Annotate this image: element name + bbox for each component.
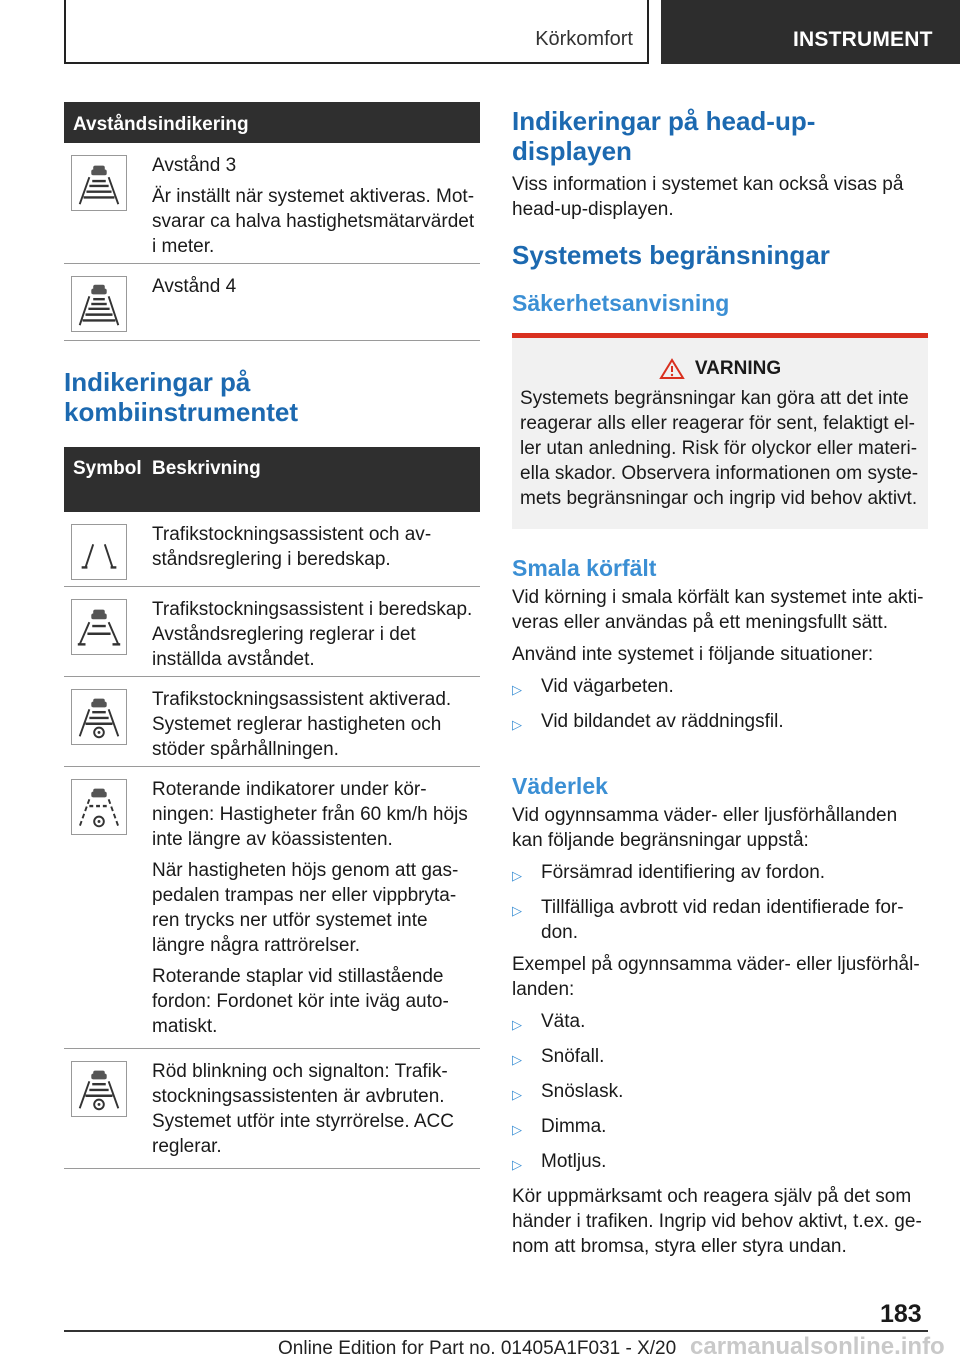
narrow-text-1: Vid körning i smala körfält kan systemet inte aktiveras eller användas på ett meningsfullt sätt. bbox=[512, 587, 924, 633]
kombi-row-2-text: Trafikstockningsassistent i beredskap. Avståndsreglering reglerar i det inställda avståndet. bbox=[152, 599, 473, 670]
kombi-row-5-text: Röd blinkning och signalton: Trafikstockningsassistenten är avbruten. Systemet utför inte styrrörelse. ACC reglerar. bbox=[152, 1061, 454, 1157]
list-item: ▷ Snöfall. bbox=[512, 1044, 928, 1072]
bullet-triangle-icon: ▷ bbox=[512, 1087, 522, 1102]
bullet-triangle-icon: ▷ bbox=[512, 903, 522, 918]
kombi-row-4-text-1: Roterande indikatorer under körningen: Hastigheter från 60 km/h höjs inte längre av köassistenten. bbox=[152, 779, 468, 850]
lane-lines-icon bbox=[71, 524, 127, 580]
kombi-row-3-text: Trafikstockningsassistent aktiverad. Systemet reglerar hastigheten och stöder spårhållningen. bbox=[152, 689, 452, 760]
bullet-triangle-icon: ▷ bbox=[512, 868, 522, 883]
distance-3-icon bbox=[71, 155, 127, 211]
headup-heading: Indikeringar på head-up-displayen bbox=[512, 106, 816, 166]
bullet-triangle-icon: ▷ bbox=[512, 717, 522, 732]
narrow-text-2: Använd inte systemet i följande situationer: bbox=[512, 644, 874, 665]
weather-text-1: Vid ogynnsamma väder- eller ljusförhållanden kan följande begränsningar uppstå: bbox=[512, 805, 898, 851]
weather-list-1 bbox=[512, 860, 928, 945]
list-item: ▷ Dimma. bbox=[512, 1114, 928, 1142]
car-steering-rotating-icon bbox=[71, 779, 127, 835]
distance-4-title: Avstånd 4 bbox=[152, 276, 237, 297]
bullet-triangle-icon: ▷ bbox=[512, 682, 522, 697]
table-row bbox=[64, 587, 480, 677]
narrow-heading: Smala körfält bbox=[512, 555, 657, 581]
table-row bbox=[64, 677, 480, 767]
kombi-row-4-text-2: När hastigheten höjs genom att gaspedalen trampas ner eller vippbrytaren trycks ner utför systemet inte längre några rattrörelser. bbox=[152, 860, 459, 956]
col-symbol: Symbol bbox=[73, 458, 142, 479]
bullet-triangle-icon: ▷ bbox=[512, 1122, 522, 1137]
bullet-triangle-icon: ▷ bbox=[512, 1157, 522, 1172]
page-number: 183 bbox=[880, 1300, 922, 1328]
weather-heading: Väderlek bbox=[512, 773, 608, 799]
headup-text: Viss information i systemet kan också visas på head-up-displayen. bbox=[512, 174, 904, 220]
bullet-triangle-icon: ▷ bbox=[512, 1017, 522, 1032]
warning-box bbox=[512, 333, 928, 529]
car-steering-red-icon bbox=[71, 1061, 127, 1117]
weather-list-2 bbox=[512, 1009, 928, 1177]
list-item: ▷ Snöslask. bbox=[512, 1079, 928, 1107]
car-lane-icon bbox=[71, 599, 127, 655]
chapter-title: INSTRUMENT bbox=[793, 28, 933, 51]
warning-triangle-icon bbox=[659, 358, 685, 380]
table-row bbox=[64, 767, 480, 1049]
list-item: ▷ Motljus. bbox=[512, 1149, 928, 1177]
kombi-row-4-text-3: Roterande staplar vid stillastående fordon: Fordonet kör inte iväg automatiskt. bbox=[152, 966, 449, 1037]
limits-heading: Systemets begränsningar bbox=[512, 240, 830, 270]
table-row bbox=[64, 143, 480, 264]
safety-heading: Säkerhetsanvisning bbox=[512, 290, 730, 316]
kombi-heading: Indikeringar på kombiinstrumentet bbox=[64, 367, 299, 427]
weather-text-2: Exempel på ogynnsamma väder- eller ljusförhållanden: bbox=[512, 954, 920, 1000]
warning-title-label: VARNING bbox=[694, 358, 782, 379]
header-chapter-box bbox=[661, 0, 960, 64]
list-item: ▷ Vid bildandet av räddningsfil. bbox=[512, 709, 928, 737]
distance-3-text: Är inställt när systemet aktiveras. Motsvarar ca halva hastighetsmätarvärdet i meter. bbox=[152, 186, 475, 257]
kombi-row-1-text: Trafikstockningsassistent och avståndsreglering i beredskap. bbox=[152, 524, 432, 570]
distance-table-header bbox=[64, 102, 480, 143]
distance-3-title: Avstånd 3 bbox=[152, 155, 237, 176]
header-section-box bbox=[64, 0, 649, 64]
section-title: Körkomfort bbox=[535, 28, 633, 50]
table-row bbox=[64, 264, 480, 341]
weather-text-3: Kör uppmärksamt och reagera själv på det som händer i trafiken. Ingrip vid behov aktivt, t.ex. genom att bromsa, styra eller styra undan. bbox=[512, 1186, 922, 1257]
table-row bbox=[64, 512, 480, 587]
kombi-table-header bbox=[64, 447, 480, 512]
left-column bbox=[64, 102, 480, 1169]
watermark: carmanualsonline.info bbox=[690, 1333, 945, 1360]
right-column bbox=[512, 102, 928, 1259]
list-item: ▷ Väta. bbox=[512, 1009, 928, 1037]
list-item: ▷ Tillfälliga avbrott vid redan identifierade fordon. bbox=[512, 897, 904, 943]
list-item: ▷ Försämrad identifiering av fordon. bbox=[512, 860, 928, 888]
distance-4-icon bbox=[71, 276, 127, 332]
list-item: ▷ Vid vägarbeten. bbox=[512, 674, 928, 702]
car-steering-icon bbox=[71, 689, 127, 745]
warning-text: Systemets begränsningar kan göra att det inte reagerar alls eller reagerar för sent, felaktigt eller utan anledning. Risk för olyckor eller materiella skador. Observera informationen om systemets begränsningar och ingrip vid behov aktivt. bbox=[520, 388, 919, 509]
footer-edition: Online Edition for Part no. 01405A1F031 - X/20 bbox=[278, 1338, 677, 1359]
warning-title bbox=[520, 358, 920, 380]
distance-table-header-label: Avståndsindikering bbox=[73, 114, 249, 135]
narrow-list bbox=[512, 674, 928, 737]
col-desc: Beskrivning bbox=[152, 458, 261, 479]
bullet-triangle-icon: ▷ bbox=[512, 1052, 522, 1067]
table-row bbox=[64, 1049, 480, 1169]
footer-rule bbox=[64, 1330, 928, 1332]
